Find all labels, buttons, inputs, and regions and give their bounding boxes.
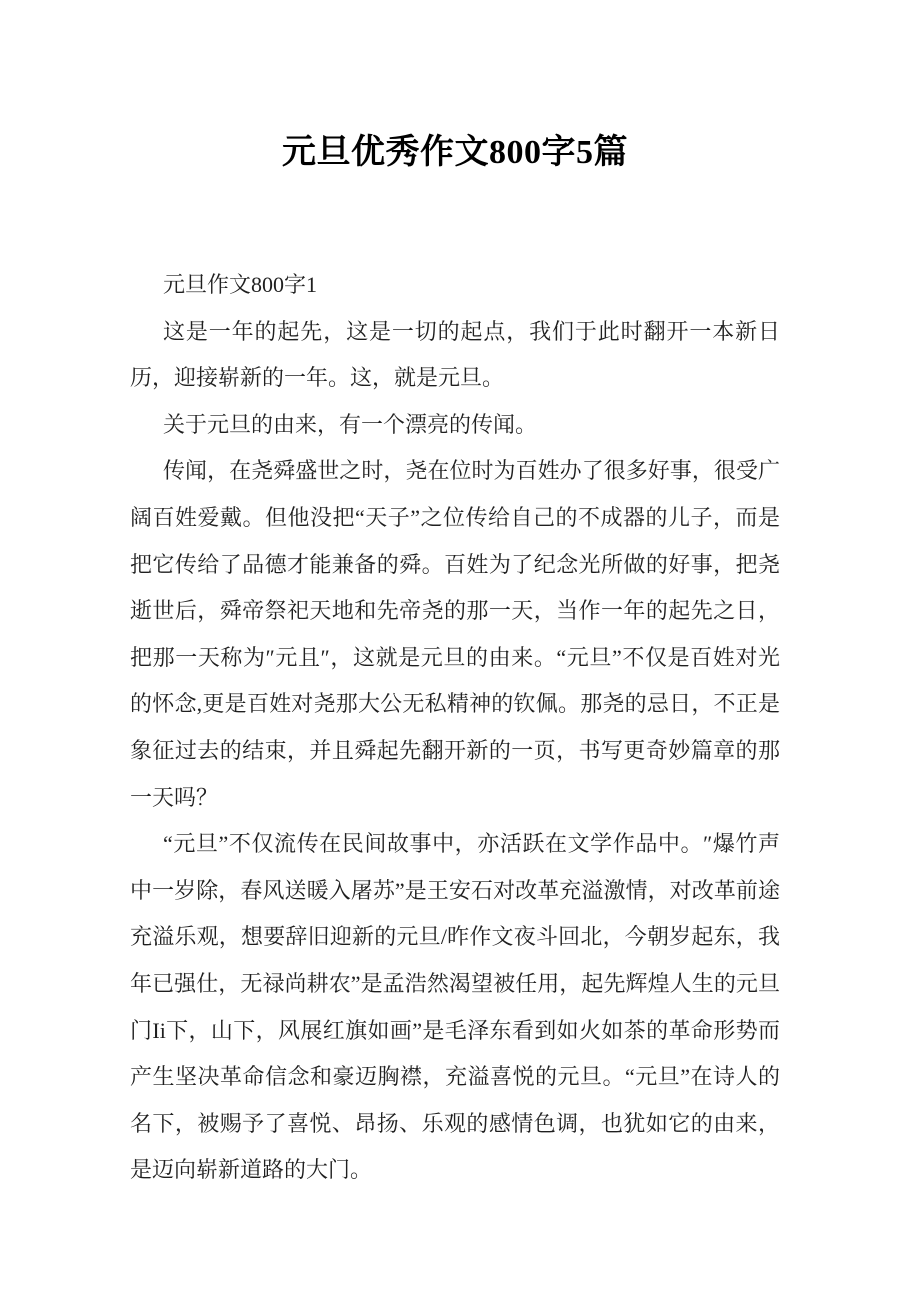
paragraph-intro: 这是一年的起先，这是一切的起点，我们于此时翻开一本新日历，迎接崭新的一年。这，就是元旦。 bbox=[130, 318, 780, 391]
document-body bbox=[130, 262, 780, 1194]
paragraph-section-heading: 元旦作文800字1 bbox=[163, 272, 318, 297]
document-title: 元旦优秀作文800字5篇 bbox=[282, 134, 628, 171]
paragraph-legend-lead: 关于元旦的由来，有一个漂亮的传闻。 bbox=[163, 411, 538, 437]
paragraph-legend-story: 传闻，在尧舜盛世之时，尧在位时为百姓办了很多好事，很受广阔百姓爱戴。但他没把“天子”之位传给自己的不成器的儿子，而是把它传给了品德才能兼备的舜。百姓为了纪念光所做的好事，把尧逝世后，舜帝祭祀天地和先帝尧的那一天，当作一年的起先之日，把那一天称为″元且″，这就是元旦的由来。“元旦”不仅是百姓对光的怀念,更是百姓对尧那大公无私精神的钦佩。那尧的忌日，不正是象征过去的结束，并且舜起先翻开新的一页，书写更奇妙篇章的那一天吗？ bbox=[130, 458, 780, 810]
paragraph-literature: “元旦”不仅流传在民间故事中，亦活跃在文学作品中。″爆竹声中一岁除，春风送暖入屠苏”是王安石对改革充溢激情，对改革前途充溢乐观，想要辞旧迎新的元旦/昨作文夜斗回北，今朝岁起东，我年已强仕，无禄尚耕农”是孟浩然渴望被任用，起先辉煌人生的元旦门Ii下，山下，风展红旗如画”是毛泽东看到如火如茶的革命形势而产生坚决革命信念和豪迈胸襟，充溢喜悦的元旦。“元旦”在诗人的名下，被赐予了喜悦、昂扬、乐观的感情色调，也犹如它的由来，是迈向崭新道路的大门。 bbox=[130, 831, 780, 1183]
